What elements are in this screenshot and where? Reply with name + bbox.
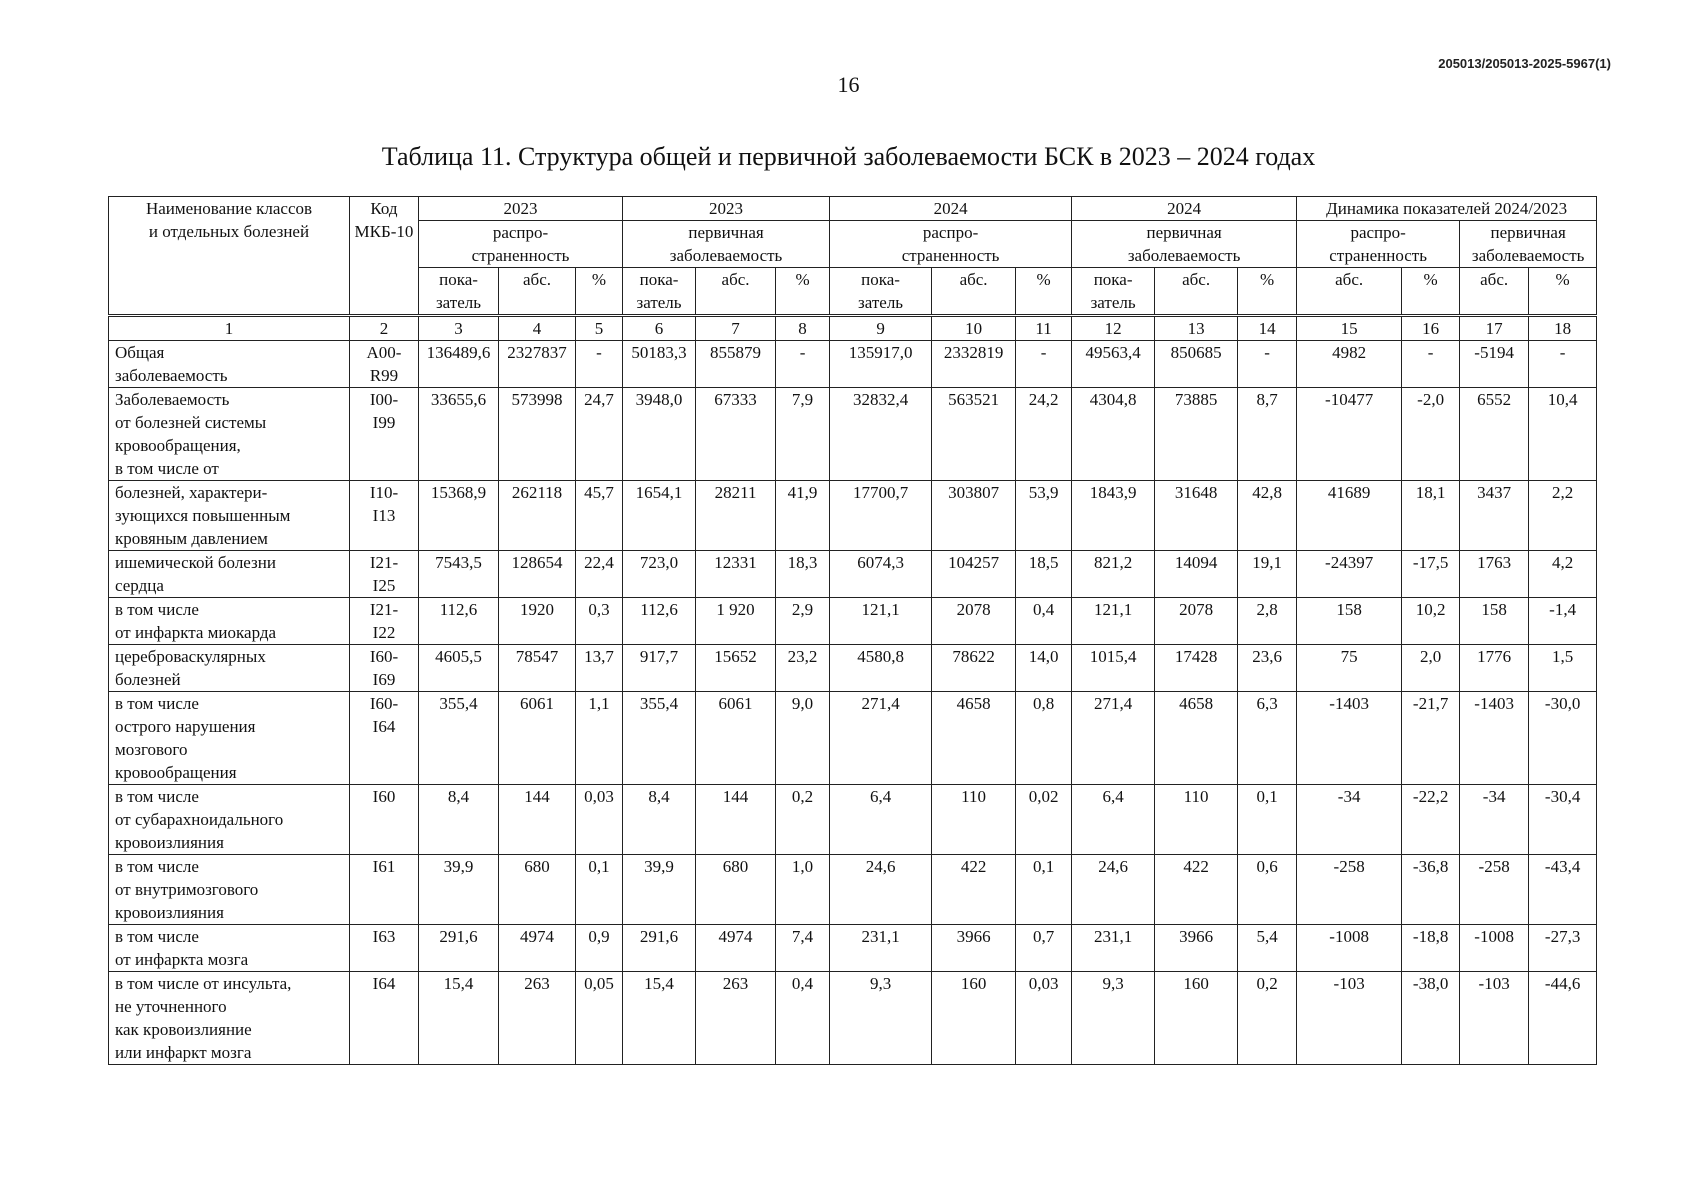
icd-code: А00- R99 [350,341,419,388]
table-cell: 121,1 [1072,598,1155,645]
disease-name: в том числе от инфаркта миокарда [109,598,350,645]
table-cell: 563521 [932,388,1016,481]
table-cell: -44,6 [1529,972,1597,1065]
icd-code: I60- I69 [350,645,419,692]
header-prevalence-2024: распро- страненность [830,221,1072,268]
column-number: 17 [1460,316,1529,341]
disease-name: цереброваскулярных болезней [109,645,350,692]
table-cell: -1008 [1297,925,1402,972]
header-pct: % [1402,268,1460,316]
table-cell: 10,2 [1402,598,1460,645]
table-cell: 821,2 [1072,551,1155,598]
table-cell: 303807 [932,481,1016,551]
table-cell: 8,4 [623,785,696,855]
header-abs: абс. [1297,268,1402,316]
column-number: 18 [1529,316,1597,341]
table-row [109,388,1597,481]
table-cell: 28211 [696,481,776,551]
table-row [109,481,1597,551]
column-number: 6 [623,316,696,341]
table-cell: 9,3 [1072,972,1155,1065]
table-cell: 917,7 [623,645,696,692]
header-primary-2024: первичная заболеваемость [1072,221,1297,268]
disease-name: в том числе от инфаркта мозга [109,925,350,972]
table-cell: 1015,4 [1072,645,1155,692]
table-cell: -5194 [1460,341,1529,388]
table-cell: 3966 [1155,925,1238,972]
column-number: 15 [1297,316,1402,341]
table-cell: 422 [1155,855,1238,925]
table-cell: 22,4 [576,551,623,598]
header-pct: % [1529,268,1597,316]
column-number: 11 [1016,316,1072,341]
table-cell: 3437 [1460,481,1529,551]
table-cell: 1763 [1460,551,1529,598]
table-cell: 4658 [932,692,1016,785]
header-year-2023-primary: 2023 [623,197,830,221]
table-cell: 0,2 [776,785,830,855]
table-cell: 2327837 [499,341,576,388]
table-cell: 0,05 [576,972,623,1065]
header-indicator: пока- затель [623,268,696,316]
table-cell: 231,1 [830,925,932,972]
column-number: 12 [1072,316,1155,341]
morbidity-table [108,196,1597,1065]
table-cell: 0,1 [1238,785,1297,855]
page-number: 16 [837,72,860,97]
table-cell: 355,4 [623,692,696,785]
table-cell: 2,2 [1529,481,1597,551]
table-title: Таблица 11. Структура общей и первичной заболеваемости БСК в 2023 – 2024 годах [381,142,1316,171]
icd-code: I60 [350,785,419,855]
table-cell: 291,6 [623,925,696,972]
table-cell: -30,4 [1529,785,1597,855]
header-pct: % [1238,268,1297,316]
table-cell: -34 [1297,785,1402,855]
table-cell: 271,4 [830,692,932,785]
table-cell: 3948,0 [623,388,696,481]
table-cell: 2,8 [1238,598,1297,645]
table-cell: 135917,0 [830,341,932,388]
table-cell: -1403 [1460,692,1529,785]
header-pct: % [1016,268,1072,316]
disease-name: в том числе острого нарушения мозгового кровообращения [109,692,350,785]
column-number: 16 [1402,316,1460,341]
table-cell: 6061 [499,692,576,785]
table-cell: 0,3 [576,598,623,645]
table-row [109,972,1597,1065]
table-cell: -258 [1297,855,1402,925]
icd-code: I10- I13 [350,481,419,551]
table-cell: 24,7 [576,388,623,481]
table-cell: 78622 [932,645,1016,692]
header-code: Код МКБ-10 [350,197,419,316]
table-cell: 24,2 [1016,388,1072,481]
disease-name: ишемической болезни сердца [109,551,350,598]
table-row [109,785,1597,855]
table-cell: 1,1 [576,692,623,785]
column-number: 9 [830,316,932,341]
table-cell: -22,2 [1402,785,1460,855]
table-cell: 7,9 [776,388,830,481]
icd-code: I21- I22 [350,598,419,645]
table-cell: 2078 [932,598,1016,645]
column-number: 4 [499,316,576,341]
table-cell: 14094 [1155,551,1238,598]
table-cell: 121,1 [830,598,932,645]
table-cell: 18,5 [1016,551,1072,598]
table-cell: 6074,3 [830,551,932,598]
header-abs: абс. [932,268,1016,316]
table-cell: 75 [1297,645,1402,692]
table-cell: 110 [1155,785,1238,855]
table-row [109,692,1597,785]
header-prevalence-dynamics: распро- страненность [1297,221,1460,268]
table-cell: - [1402,341,1460,388]
column-number-row [109,316,1597,341]
table-cell: 15368,9 [419,481,499,551]
table-cell: 0,6 [1238,855,1297,925]
table-cell: 4304,8 [1072,388,1155,481]
table-cell: 32832,4 [830,388,932,481]
table-cell: 3966 [932,925,1016,972]
table-cell: 41689 [1297,481,1402,551]
header-pct: % [776,268,830,316]
header-prevalence-2023: распро- страненность [419,221,623,268]
table-cell: -24397 [1297,551,1402,598]
icd-code: I21- I25 [350,551,419,598]
table-cell: 158 [1297,598,1402,645]
table-cell: 7543,5 [419,551,499,598]
column-number: 1 [109,316,350,341]
table-cell: 144 [499,785,576,855]
table-cell: 680 [696,855,776,925]
header-primary-2023: первичная заболеваемость [623,221,830,268]
table-cell: -34 [1460,785,1529,855]
table-cell: 5,4 [1238,925,1297,972]
table-cell: 49563,4 [1072,341,1155,388]
table-cell: 15652 [696,645,776,692]
table-cell: 4982 [1297,341,1402,388]
table-cell: 2332819 [932,341,1016,388]
table-cell: 10,4 [1529,388,1597,481]
table-cell: 73885 [1155,388,1238,481]
disease-name: в том числе от инсульта, не уточненного как кровоизлияние или инфаркт мозга [109,972,350,1065]
icd-code: I61 [350,855,419,925]
table-cell: 14,0 [1016,645,1072,692]
table-cell: 0,8 [1016,692,1072,785]
table-cell: 0,03 [576,785,623,855]
table-cell: 2,0 [1402,645,1460,692]
table-cell: 0,03 [1016,972,1072,1065]
table-cell: 6,4 [1072,785,1155,855]
table-cell: 12331 [696,551,776,598]
table-cell: 17700,7 [830,481,932,551]
table-cell: 128654 [499,551,576,598]
header-pct: % [576,268,623,316]
table-cell: 78547 [499,645,576,692]
table-cell: 271,4 [1072,692,1155,785]
table-cell: -2,0 [1402,388,1460,481]
table-cell: 262118 [499,481,576,551]
table-cell: -17,5 [1402,551,1460,598]
table-cell: 112,6 [623,598,696,645]
icd-code: I60- I64 [350,692,419,785]
table-cell: 231,1 [1072,925,1155,972]
table-cell: - [1238,341,1297,388]
table-cell: 6552 [1460,388,1529,481]
table-cell: - [1529,341,1597,388]
table-cell: 291,6 [419,925,499,972]
table-cell: 0,4 [776,972,830,1065]
table-cell: -10477 [1297,388,1402,481]
header-indicator: пока- затель [1072,268,1155,316]
table-row [109,925,1597,972]
table-row [109,551,1597,598]
table-cell: 8,7 [1238,388,1297,481]
table-cell: 2,9 [776,598,830,645]
table-cell: 18,3 [776,551,830,598]
table-cell: 723,0 [623,551,696,598]
table-row [109,598,1597,645]
table-cell: 9,0 [776,692,830,785]
table-cell: 1654,1 [623,481,696,551]
column-number: 8 [776,316,830,341]
table-cell: 855879 [696,341,776,388]
table-cell: 15,4 [419,972,499,1065]
table-cell: 17428 [1155,645,1238,692]
table-cell: 13,7 [576,645,623,692]
table-cell: 4974 [499,925,576,972]
table-cell: 355,4 [419,692,499,785]
table-cell: 6061 [696,692,776,785]
disease-name: болезней, характери- зующихся повышенным кровяным давлением [109,481,350,551]
table-cell: 33655,6 [419,388,499,481]
table-cell: 39,9 [419,855,499,925]
table-cell: 263 [499,972,576,1065]
table-cell: -43,4 [1529,855,1597,925]
document-id: 205013/205013-2025-5967(1) [1438,56,1611,71]
table-cell: 1776 [1460,645,1529,692]
disease-name: Заболеваемость от болезней системы кровообращения, в том числе от [109,388,350,481]
table-cell: 4605,5 [419,645,499,692]
table-cell: 23,6 [1238,645,1297,692]
table-cell: 160 [932,972,1016,1065]
table-cell: 6,4 [830,785,932,855]
table-cell: 2078 [1155,598,1238,645]
table-cell: 18,1 [1402,481,1460,551]
table-cell: 4974 [696,925,776,972]
table-cell: 41,9 [776,481,830,551]
table-cell: 112,6 [419,598,499,645]
table-cell: 1,0 [776,855,830,925]
column-number: 14 [1238,316,1297,341]
table-cell: -258 [1460,855,1529,925]
table-cell: -27,3 [1529,925,1597,972]
table-cell: 144 [696,785,776,855]
header-primary-dynamics: первичная заболеваемость [1460,221,1597,268]
icd-code: I64 [350,972,419,1065]
column-number: 7 [696,316,776,341]
disease-name: Общая заболеваемость [109,341,350,388]
table-cell: -38,0 [1402,972,1460,1065]
header-year-2023-prevalence: 2023 [419,197,623,221]
table-cell: -1008 [1460,925,1529,972]
table-cell: 850685 [1155,341,1238,388]
table-cell: 104257 [932,551,1016,598]
header-year-2024-primary: 2024 [1072,197,1297,221]
table-row [109,341,1597,388]
table-cell: 0,4 [1016,598,1072,645]
table-cell: -103 [1297,972,1402,1065]
table-cell: -1403 [1297,692,1402,785]
table-cell: 160 [1155,972,1238,1065]
table-cell: - [776,341,830,388]
table-cell: -30,0 [1529,692,1597,785]
disease-name: в том числе от субарахноидального кровоизлияния [109,785,350,855]
table-cell: 6,3 [1238,692,1297,785]
table-cell: 0,7 [1016,925,1072,972]
table-cell: 31648 [1155,481,1238,551]
disease-name: в том числе от внутримозгового кровоизлияния [109,855,350,925]
table-cell: -36,8 [1402,855,1460,925]
table-cell: 9,3 [830,972,932,1065]
header-indicator: пока- затель [419,268,499,316]
table-cell: -103 [1460,972,1529,1065]
table-cell: 0,1 [576,855,623,925]
table-cell: 4658 [1155,692,1238,785]
table-cell: 1,5 [1529,645,1597,692]
table-cell: 67333 [696,388,776,481]
table-cell: 15,4 [623,972,696,1065]
icd-code: I00- I99 [350,388,419,481]
header-row-years [109,197,1597,221]
table-cell: - [576,341,623,388]
table-cell: 263 [696,972,776,1065]
column-number: 3 [419,316,499,341]
header-indicator: пока- затель [830,268,932,316]
column-number: 5 [576,316,623,341]
table-cell: 7,4 [776,925,830,972]
column-number: 13 [1155,316,1238,341]
table-cell: -18,8 [1402,925,1460,972]
header-abs: абс. [499,268,576,316]
table-cell: 45,7 [576,481,623,551]
table-cell: 19,1 [1238,551,1297,598]
header-name: Наименование классов и отдельных болезней [109,197,350,316]
table-cell: 8,4 [419,785,499,855]
table-cell: -1,4 [1529,598,1597,645]
table-row [109,645,1597,692]
table-cell: 0,2 [1238,972,1297,1065]
table-cell: 4580,8 [830,645,932,692]
table-cell: 136489,6 [419,341,499,388]
table-cell: 50183,3 [623,341,696,388]
table-cell: 39,9 [623,855,696,925]
table-cell: 4,2 [1529,551,1597,598]
header-abs: абс. [696,268,776,316]
table-cell: 1843,9 [1072,481,1155,551]
column-number: 10 [932,316,1016,341]
table-cell: -21,7 [1402,692,1460,785]
table-cell: 42,8 [1238,481,1297,551]
header-abs: абс. [1460,268,1529,316]
header-year-2024-prevalence: 2024 [830,197,1072,221]
table-cell: 24,6 [830,855,932,925]
table-cell: 24,6 [1072,855,1155,925]
table-cell: 1 920 [696,598,776,645]
table-cell: 23,2 [776,645,830,692]
table-cell: 0,1 [1016,855,1072,925]
table-cell: 1920 [499,598,576,645]
table-cell: - [1016,341,1072,388]
table-cell: 110 [932,785,1016,855]
table-cell: 53,9 [1016,481,1072,551]
header-abs: абс. [1155,268,1238,316]
table-cell: 422 [932,855,1016,925]
table-cell: 158 [1460,598,1529,645]
table-cell: 680 [499,855,576,925]
table-cell: 573998 [499,388,576,481]
column-number: 2 [350,316,419,341]
table-row [109,855,1597,925]
icd-code: I63 [350,925,419,972]
table-cell: 0,9 [576,925,623,972]
header-dynamics: Динамика показателей 2024/2023 [1297,197,1597,221]
table-cell: 0,02 [1016,785,1072,855]
